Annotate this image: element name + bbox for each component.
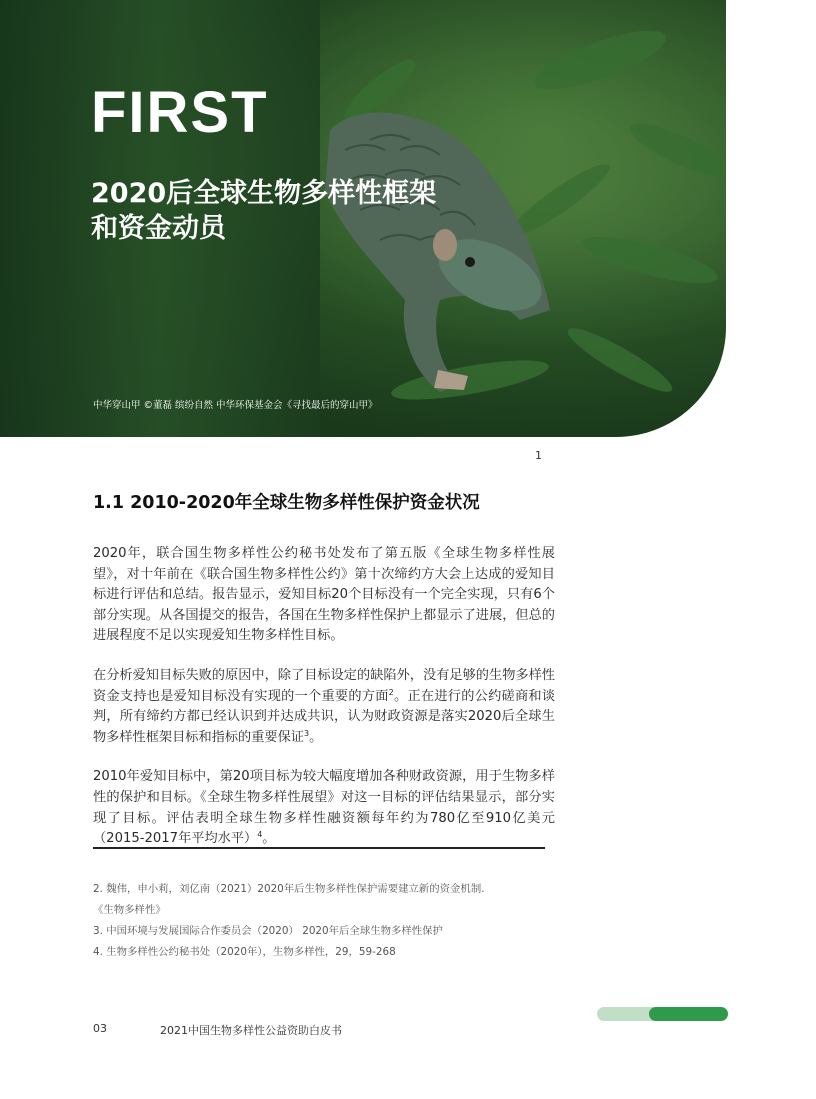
paragraph-2-part3: 。 <box>309 729 323 745</box>
section-page-index: 1 <box>535 449 542 462</box>
footnote-item: 3. 中国环境与发展国际合作委员会（2020） 2020年后全球生物多样性保护 <box>93 925 443 937</box>
paragraph-3 <box>93 767 555 849</box>
section-heading: 1.1 2010-2020年全球生物多样性保护资金状况 <box>93 493 480 513</box>
footer-doc-title: 2021中国生物多样性公益资助白皮书 <box>160 1024 342 1037</box>
page-number: 03 <box>93 1022 107 1035</box>
paragraph-3-part2: 。 <box>262 831 276 847</box>
body-text <box>93 544 555 869</box>
footnote-ref-3: 3 <box>304 728 310 738</box>
decor-pill-dark <box>649 1007 728 1021</box>
chapter-title-line2: 和资金动员 <box>91 213 226 244</box>
paragraph-3-part1: 2010年爱知目标中，第20项目标为较大幅度增加各种财政资源，用于生物多样性的保护和目标。《全球生物多样性展望》对这一目标的评估结果显示，部分实现了目标。评估表明全球生物多样性融资额每年约为780亿至910亿美元（2015-2017年平均水平） <box>93 769 555 847</box>
footnote-item: 《生物多样性》 <box>93 904 166 916</box>
paragraph-1: 2020年，联合国生物多样性公约秘书处发布了第五版《全球生物多样性展望》，对十年前在《联合国生物多样性公约》第十次缔约方大会上达成的爱知目标进行评估和总结。报告显示，爱知目标20个目标没有一个完全实现，只有6个部分实现。从各国提交的报告，各国在生物多样性保护上都显示了进展，但总的进展程度不足以实现爱知生物多样性目标。 <box>93 546 555 644</box>
hero-banner <box>0 0 726 437</box>
footnotes <box>93 879 563 963</box>
paragraph-2 <box>93 666 555 748</box>
chapter-title <box>91 176 531 246</box>
section-kicker: FIRST <box>91 80 269 145</box>
paragraph-2-part2: 。正在进行的公约磋商和谈判，所有缔约方都已经认识到并达成共识，认为财政资源是落实2020后全球生物多样性框架目标和指标的重要保证 <box>93 688 556 745</box>
photo-caption: 中华穿山甲 ©董磊 缤纷自然 中华环保基金会《寻找最后的穿山甲》 <box>93 400 378 411</box>
footnote-ref-2: 2 <box>388 687 394 697</box>
footnote-item: 2. 魏伟，申小莉，刘亿南（2021）2020年后生物多样性保护需要建立新的资金机制. <box>93 883 485 895</box>
paragraph-2-part1: 在分析爱知目标失败的原因中，除了目标设定的缺陷外，没有足够的生物多样性资金支持也是爱知目标没有实现的一个重要的方面 <box>93 667 555 704</box>
footnote-ref-4: 4 <box>257 830 263 840</box>
footnote-divider <box>93 847 545 849</box>
footnote-item: 4. 生物多样性公约秘书处（2020年），生物多样性，29，59-268 <box>93 946 396 958</box>
chapter-title-line1: 2020后全球生物多样性框架 <box>91 178 437 209</box>
